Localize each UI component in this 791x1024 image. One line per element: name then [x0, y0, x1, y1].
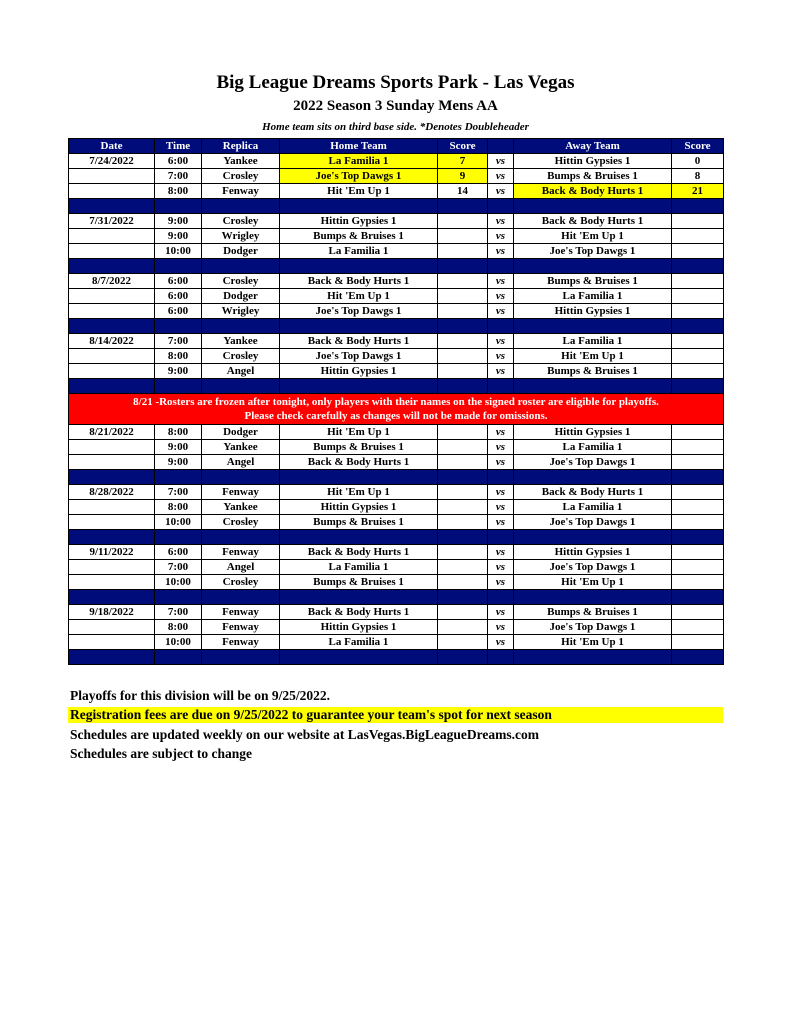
vs-label: vs — [488, 364, 514, 379]
game-time: 7:00 — [155, 169, 202, 184]
away-score — [672, 440, 724, 455]
home-team: Bumps & Bruises 1 — [280, 515, 438, 530]
game-replica: Angel — [202, 560, 280, 575]
game-date: 7/24/2022 — [69, 154, 155, 169]
home-score — [438, 620, 488, 635]
away-score — [672, 349, 724, 364]
table-row — [69, 364, 724, 379]
game-date — [69, 560, 155, 575]
game-date — [69, 455, 155, 470]
game-replica: Crosley — [202, 214, 280, 229]
game-replica: Dodger — [202, 425, 280, 440]
away-team: La Familia 1 — [514, 334, 672, 349]
col-replica-header: Replica — [202, 139, 280, 154]
home-team: Joe's Top Dawgs 1 — [280, 169, 438, 184]
game-date — [69, 515, 155, 530]
home-score — [438, 545, 488, 560]
game-time: 10:00 — [155, 515, 202, 530]
home-score — [438, 334, 488, 349]
away-score — [672, 575, 724, 590]
vs-label: vs — [488, 169, 514, 184]
vs-label: vs — [488, 635, 514, 650]
roster-notice — [69, 394, 724, 425]
away-team: Hit 'Em Up 1 — [514, 229, 672, 244]
game-replica: Angel — [202, 455, 280, 470]
table-row — [69, 229, 724, 244]
home-score: 7 — [438, 154, 488, 169]
away-team: Back & Body Hurts 1 — [514, 214, 672, 229]
table-row — [69, 169, 724, 184]
table-row — [69, 425, 724, 440]
vs-label: vs — [488, 229, 514, 244]
home-team: Back & Body Hurts 1 — [280, 455, 438, 470]
website-note: Schedules are updated weekly on our website at LasVegas.BigLeagueDreams.com — [70, 727, 540, 742]
game-replica: Yankee — [202, 334, 280, 349]
away-score — [672, 289, 724, 304]
game-replica: Crosley — [202, 274, 280, 289]
table-row — [69, 545, 724, 560]
vs-label: vs — [488, 500, 514, 515]
roster-notice-line: Please check carefully as changes will not be made for omissions. — [244, 410, 548, 422]
game-time: 10:00 — [155, 575, 202, 590]
home-team: Joe's Top Dawgs 1 — [280, 349, 438, 364]
away-score — [672, 635, 724, 650]
game-time: 9:00 — [155, 440, 202, 455]
game-time: 9:00 — [155, 364, 202, 379]
game-replica: Angel — [202, 364, 280, 379]
away-team: Joe's Top Dawgs 1 — [514, 455, 672, 470]
away-score — [672, 425, 724, 440]
game-date — [69, 440, 155, 455]
home-team: Hittin Gypsies 1 — [280, 364, 438, 379]
game-date: 8/28/2022 — [69, 485, 155, 500]
home-score — [438, 515, 488, 530]
home-score — [438, 455, 488, 470]
away-team: Hit 'Em Up 1 — [514, 575, 672, 590]
game-date — [69, 575, 155, 590]
game-replica: Crosley — [202, 575, 280, 590]
registration-note: Registration fees are due on 9/25/2022 to guarantee your team's spot for next season — [68, 707, 723, 723]
vs-label: vs — [488, 349, 514, 364]
home-team: Hit 'Em Up 1 — [280, 184, 438, 199]
home-score — [438, 425, 488, 440]
vs-label: vs — [488, 214, 514, 229]
table-row — [69, 184, 724, 199]
away-score — [672, 229, 724, 244]
home-score — [438, 635, 488, 650]
away-score — [672, 560, 724, 575]
home-team: Back & Body Hurts 1 — [280, 334, 438, 349]
away-score — [672, 244, 724, 259]
game-replica: Yankee — [202, 440, 280, 455]
away-team: La Familia 1 — [514, 289, 672, 304]
home-team: Bumps & Bruises 1 — [280, 440, 438, 455]
table-row — [69, 244, 724, 259]
game-date: 8/14/2022 — [69, 334, 155, 349]
game-time: 7:00 — [155, 485, 202, 500]
home-team: La Familia 1 — [280, 154, 438, 169]
subject-note: Schedules are subject to change — [70, 746, 252, 761]
week-separator — [69, 530, 724, 545]
home-score — [438, 560, 488, 575]
away-score — [672, 485, 724, 500]
game-time: 6:00 — [155, 304, 202, 319]
away-team: Joe's Top Dawgs 1 — [514, 560, 672, 575]
away-score — [672, 214, 724, 229]
away-team: Hittin Gypsies 1 — [514, 304, 672, 319]
vs-label: vs — [488, 154, 514, 169]
game-replica: Crosley — [202, 349, 280, 364]
page-subtitle: 2022 Season 3 Sunday Mens AA — [293, 98, 498, 114]
away-team: Bumps & Bruises 1 — [514, 169, 672, 184]
away-score — [672, 515, 724, 530]
home-team: Bumps & Bruises 1 — [280, 575, 438, 590]
home-team: Hit 'Em Up 1 — [280, 425, 438, 440]
away-score — [672, 364, 724, 379]
away-team: Hit 'Em Up 1 — [514, 349, 672, 364]
game-date — [69, 349, 155, 364]
game-date — [69, 169, 155, 184]
game-time: 7:00 — [155, 334, 202, 349]
home-score — [438, 575, 488, 590]
game-replica: Fenway — [202, 605, 280, 620]
vs-label: vs — [488, 289, 514, 304]
away-team: Back & Body Hurts 1 — [514, 485, 672, 500]
col-time-header: Time — [155, 139, 202, 154]
game-replica: Wrigley — [202, 229, 280, 244]
table-row — [69, 605, 724, 620]
game-time: 8:00 — [155, 620, 202, 635]
home-team: La Familia 1 — [280, 635, 438, 650]
home-team: Hittin Gypsies 1 — [280, 500, 438, 515]
game-time: 8:00 — [155, 184, 202, 199]
home-team: Hittin Gypsies 1 — [280, 620, 438, 635]
game-date — [69, 500, 155, 515]
game-date — [69, 184, 155, 199]
table-row — [69, 485, 724, 500]
away-score — [672, 455, 724, 470]
vs-label: vs — [488, 244, 514, 259]
home-team: La Familia 1 — [280, 244, 438, 259]
week-separator — [69, 319, 724, 334]
week-separator — [69, 470, 724, 485]
game-time: 6:00 — [155, 545, 202, 560]
game-time: 9:00 — [155, 214, 202, 229]
away-team: Hittin Gypsies 1 — [514, 154, 672, 169]
game-date: 8/7/2022 — [69, 274, 155, 289]
away-team: Joe's Top Dawgs 1 — [514, 244, 672, 259]
game-date: 9/18/2022 — [69, 605, 155, 620]
home-team: Back & Body Hurts 1 — [280, 274, 438, 289]
game-replica: Yankee — [202, 500, 280, 515]
game-date — [69, 244, 155, 259]
away-score — [672, 304, 724, 319]
game-time: 6:00 — [155, 289, 202, 304]
away-team: Bumps & Bruises 1 — [514, 364, 672, 379]
table-row — [69, 214, 724, 229]
game-replica: Crosley — [202, 169, 280, 184]
header-row — [69, 139, 724, 154]
vs-label: vs — [488, 515, 514, 530]
table-row — [69, 635, 724, 650]
vs-label: vs — [488, 575, 514, 590]
col-home-score-header: Score — [438, 139, 488, 154]
vs-label: vs — [488, 274, 514, 289]
roster-notice-line: 8/21 -Rosters are frozen after tonight, only players with their names on the signed roster are eligible for playoffs. — [133, 396, 659, 408]
vs-label: vs — [488, 425, 514, 440]
home-score: 9 — [438, 169, 488, 184]
table-row — [69, 560, 724, 575]
game-time: 8:00 — [155, 500, 202, 515]
game-replica: Wrigley — [202, 304, 280, 319]
game-time: 9:00 — [155, 229, 202, 244]
away-team: La Familia 1 — [514, 500, 672, 515]
home-team: La Familia 1 — [280, 560, 438, 575]
table-row — [69, 575, 724, 590]
vs-label: vs — [488, 304, 514, 319]
game-date — [69, 364, 155, 379]
week-separator — [69, 650, 724, 665]
table-row — [69, 500, 724, 515]
vs-label: vs — [488, 545, 514, 560]
game-date: 7/31/2022 — [69, 214, 155, 229]
home-score — [438, 440, 488, 455]
table-row — [69, 349, 724, 364]
col-date-header: Date — [69, 139, 155, 154]
away-score — [672, 545, 724, 560]
away-team: Hit 'Em Up 1 — [514, 635, 672, 650]
game-time: 6:00 — [155, 154, 202, 169]
game-time: 8:00 — [155, 349, 202, 364]
home-score — [438, 229, 488, 244]
vs-label: vs — [488, 455, 514, 470]
playoffs-note: Playoffs for this division will be on 9/25/2022. — [70, 688, 331, 703]
game-date — [69, 289, 155, 304]
game-time: 10:00 — [155, 244, 202, 259]
table-row — [69, 154, 724, 169]
schedule-table — [68, 138, 724, 665]
home-score — [438, 274, 488, 289]
game-date: 8/21/2022 — [69, 425, 155, 440]
game-time: 10:00 — [155, 635, 202, 650]
away-score — [672, 620, 724, 635]
vs-label: vs — [488, 485, 514, 500]
away-score — [672, 274, 724, 289]
home-team: Hit 'Em Up 1 — [280, 485, 438, 500]
home-score — [438, 364, 488, 379]
game-time: 7:00 — [155, 560, 202, 575]
table-row — [69, 440, 724, 455]
away-team: Hittin Gypsies 1 — [514, 425, 672, 440]
away-score — [672, 500, 724, 515]
week-separator — [69, 379, 724, 394]
table-row — [69, 455, 724, 470]
away-team: Bumps & Bruises 1 — [514, 605, 672, 620]
week-separator — [69, 199, 724, 214]
game-date — [69, 229, 155, 244]
vs-label: vs — [488, 620, 514, 635]
col-away-team-header: Away Team — [514, 139, 672, 154]
away-score — [672, 605, 724, 620]
game-time: 9:00 — [155, 455, 202, 470]
away-team: Back & Body Hurts 1 — [514, 184, 672, 199]
away-team: La Familia 1 — [514, 440, 672, 455]
game-replica: Yankee — [202, 154, 280, 169]
home-score — [438, 485, 488, 500]
game-date — [69, 304, 155, 319]
home-team: Hit 'Em Up 1 — [280, 289, 438, 304]
home-score — [438, 304, 488, 319]
away-team: Joe's Top Dawgs 1 — [514, 620, 672, 635]
week-separator — [69, 590, 724, 605]
col-home-team-header: Home Team — [280, 139, 438, 154]
game-time: 7:00 — [155, 605, 202, 620]
table-row — [69, 289, 724, 304]
week-separator — [69, 259, 724, 274]
game-replica: Fenway — [202, 635, 280, 650]
table-row — [69, 515, 724, 530]
game-date: 9/11/2022 — [69, 545, 155, 560]
home-score — [438, 244, 488, 259]
away-score: 0 — [672, 154, 724, 169]
table-row — [69, 304, 724, 319]
table-row — [69, 274, 724, 289]
game-replica: Fenway — [202, 184, 280, 199]
vs-label: vs — [488, 440, 514, 455]
away-team: Joe's Top Dawgs 1 — [514, 515, 672, 530]
away-team: Hittin Gypsies 1 — [514, 545, 672, 560]
game-time: 6:00 — [155, 274, 202, 289]
game-replica: Fenway — [202, 620, 280, 635]
home-score — [438, 349, 488, 364]
vs-label: vs — [488, 184, 514, 199]
game-date — [69, 635, 155, 650]
away-score: 21 — [672, 184, 724, 199]
home-score: 14 — [438, 184, 488, 199]
game-date — [69, 620, 155, 635]
schedule-body — [69, 154, 724, 665]
game-replica: Fenway — [202, 485, 280, 500]
schedule-note: Home team sits on third base side. *Denotes Doubleheader — [262, 121, 529, 133]
table-row — [69, 334, 724, 349]
game-replica: Fenway — [202, 545, 280, 560]
home-team: Back & Body Hurts 1 — [280, 545, 438, 560]
game-replica: Dodger — [202, 244, 280, 259]
home-team: Joe's Top Dawgs 1 — [280, 304, 438, 319]
home-team: Bumps & Bruises 1 — [280, 229, 438, 244]
vs-label: vs — [488, 560, 514, 575]
home-score — [438, 214, 488, 229]
game-replica: Dodger — [202, 289, 280, 304]
col-away-score-header: Score — [672, 139, 724, 154]
game-replica: Crosley — [202, 515, 280, 530]
vs-label: vs — [488, 605, 514, 620]
col-vs-header — [488, 139, 514, 154]
table-row — [69, 620, 724, 635]
page-title: Big League Dreams Sports Park - Las Vegas — [216, 72, 575, 93]
home-team: Back & Body Hurts 1 — [280, 605, 438, 620]
home-score — [438, 500, 488, 515]
away-score — [672, 334, 724, 349]
game-time: 8:00 — [155, 425, 202, 440]
home-score — [438, 605, 488, 620]
away-score: 8 — [672, 169, 724, 184]
home-team: Hittin Gypsies 1 — [280, 214, 438, 229]
vs-label: vs — [488, 334, 514, 349]
away-team: Bumps & Bruises 1 — [514, 274, 672, 289]
home-score — [438, 289, 488, 304]
